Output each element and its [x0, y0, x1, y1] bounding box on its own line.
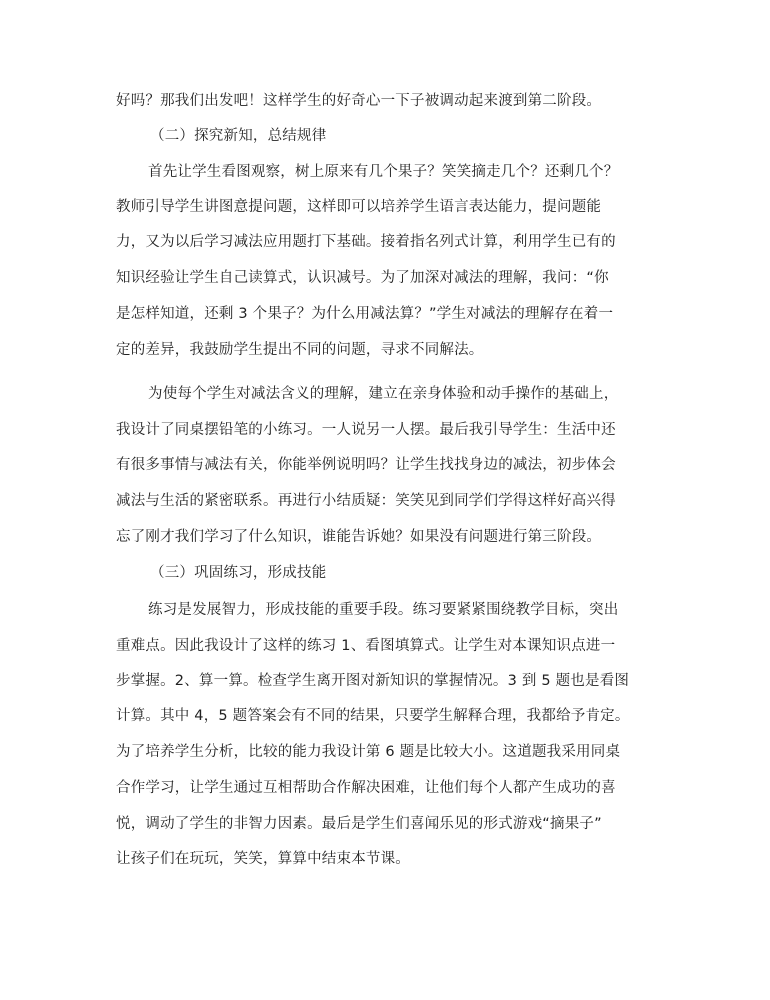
text-line: 力，又为以后学习减法应用题打下基础。接着指名列式计算，利用学生已有的: [116, 234, 616, 250]
text-line: 步掌握。2、算一算。检查学生离开图对新知识的掌握情况。3 到 5 题也是看图: [116, 673, 630, 689]
text-line: 好吗？那我们出发吧！这样学生的好奇心一下子被调动起来渡到第二阶段。: [116, 93, 602, 109]
text-line: 有很多事情与减法有关，你能举例说明吗？让学生找找身边的减法，初步体会: [116, 457, 616, 473]
text-line: 计算。其中 4，5 题答案会有不同的结果，只要学生解释合理，我都给予肯定。: [116, 708, 630, 724]
section-heading: （二）探究新知，总结规律: [150, 128, 327, 144]
text-line: 为使每个学生对减法含义的理解，建立在亲身体验和动手操作的基础上，: [148, 386, 619, 402]
text-line: 为了培养学生分析，比较的能力我设计第 6 题是比较大小。这道题我采用同桌: [116, 744, 621, 760]
text-line: 忘了刚才我们学习了什么知识，谁能告诉她？如果没有问题进行第三阶段。: [116, 529, 602, 545]
text-line: 知识经验让学生自己读算式，认识减号。为了加深对减法的理解，我问：“你: [116, 270, 609, 286]
text-line: 让孩子们在玩玩，笑笑，算算中结束本节课。: [116, 851, 410, 867]
text-line: 合作学习，让学生通过互相帮助合作解决困难，让他们每个人都产生成功的喜: [116, 780, 616, 796]
text-line: 首先让学生看图观察，树上原来有几个果子？笑笑摘走几个？还剩几个？: [148, 164, 619, 180]
text-line: 定的差异，我鼓励学生提出不同的问题，寻求不同解法。: [116, 342, 484, 358]
text-line: 教师引导学生讲图意提问题，这样即可以培养学生语言表达能力，提问题能: [116, 199, 602, 215]
text-line: 我设计了同桌摆铅笔的小练习。一人说另一人摆。最后我引导学生：生活中还: [116, 422, 616, 438]
text-line: 减法与生活的紧密联系。再进行小结质疑：笑笑见到同学们学得这样好高兴得: [116, 493, 616, 509]
text-line: 是怎样知道，还剩 3 个果子？为什么用减法算？”学生对减法的理解存在着一: [116, 306, 614, 322]
text-line: 重难点。因此我设计了这样的练习 1、看图填算式。让学生对本课知识点进一: [116, 638, 616, 654]
text-line: 悦，调动了学生的非智力因素。最后是学生们喜闻乐见的形式游戏“摘果子”: [116, 816, 602, 832]
text-line: 练习是发展智力，形成技能的重要手段。练习要紧紧围绕教学目标，突出: [148, 602, 619, 618]
section-heading: （三）巩固练习，形成技能: [150, 565, 327, 581]
